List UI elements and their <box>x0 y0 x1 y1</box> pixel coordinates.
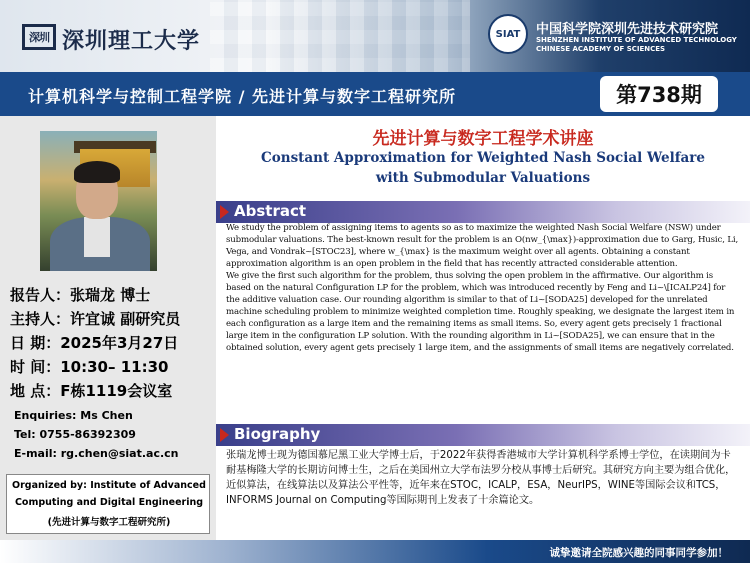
university-logo <box>22 24 56 50</box>
host-line: 主持人：许宜诚 副研究员 <box>10 310 181 328</box>
issue-badge <box>600 76 718 112</box>
siat-name-en-line2: CHINESE ACADEMY OF SCIENCES <box>536 45 666 53</box>
section-marker-icon <box>220 428 229 442</box>
university-logo-text: 深圳 <box>29 31 49 44</box>
speaker-line: 报告人：张瑞龙 博士 <box>10 286 151 304</box>
footer-invitation: 诚挚邀请全院感兴趣的同事同学参加！ <box>549 547 728 559</box>
organizer-line1: Organized by: Institute of Advanced <box>12 480 206 491</box>
talk-title-line1: Constant Approximation for Weighted Nash Social Welfare <box>261 150 705 166</box>
speaker-photo <box>40 131 157 271</box>
abstract-paragraph-1: We study the problem of assigning items to agents so as to maximize the weighted Nash Social Welfare (NSW) under submodular valuations. The best-known result for the problem is an O(nw_{\max})-approximation due to Garg, Husic, Li, Vega, and Vondrak~[STOC23], where w_{\max} is the maximum weight over all agents. Obtaining a constant approximation algorithm is an open problem in the field that has recently attracted considerable attention. <box>226 223 739 269</box>
talk-title-line2: with Submodular Valuations <box>375 170 591 186</box>
venue-line: 地 点：F栋1119会议室 <box>10 382 173 400</box>
date-line: 日 期：2025年3月27日 <box>10 334 179 352</box>
abstract-body <box>226 222 740 354</box>
abstract-header <box>216 201 750 223</box>
siat-name-en-line1: SHENZHEN INSTITUTE OF ADVANCED TECHNOLOGY <box>536 36 737 44</box>
time-line: 时 间：10:30– 11:30 <box>10 358 169 376</box>
siat-name-cn: 中国科学院深圳先进技术研究院 <box>536 22 719 37</box>
department-name: 计算机科学与控制工程学院 / 先进计算与数字工程研究所 <box>28 87 456 106</box>
issue-number: 第738期 <box>616 83 702 107</box>
siat-logo-text: SIAT <box>495 28 521 40</box>
header-decoration <box>210 0 470 72</box>
biography-header <box>216 424 750 446</box>
abstract-heading: Abstract <box>234 202 307 220</box>
organizer-box <box>6 474 210 534</box>
section-marker-icon <box>220 205 229 219</box>
biography-heading: Biography <box>234 425 321 443</box>
abstract-paragraph-2: We give the first such algorithm for the problem, thus solving the open problem in the affirmative. Our algorithm is based on the natural Configuration LP for the problem, which was introduced recently by Feng and Li~\[ICALP24] for the additive valuation case. Our rounding algorithm is similar to that of Li~[SODA25] developed for the unrelated machine scheduling problem to minimize weighted completion time. Roughly speaking, we designate the largest item in each configuration as a large item and the remaining items as small items. So, every agent gets precisely 1 fractional large item in the configuration LP solution. With the rounding algorithm in Li~[SODA25], we can ensure that in the obtained solution, every agent gets precisely 1 large item, and the assignments of small items are negatively correlated. <box>226 271 735 353</box>
organizer-line3: (先进计算与数字工程研究所) <box>47 517 171 528</box>
biography-body: 张瑞龙博士现为德国慕尼黑工业大学博士后，于2022年获得香港城市大学计算机科学系博士学位，在读期间为卡耐基梅隆大学的长期访问博士生，之后在美国州立大学布法罗分校从事博士后研究。其研究方向主要为组合优化，近似算法，在线算法以及算法公平性等，近年来在STOC，ICALP，ESA，NeurIPS，WINE等国际会议和TCS，INFORMS Journal on Computing等国际期刊上发表了十余篇论文。 <box>226 450 736 506</box>
university-name: 深圳理工大学 <box>62 29 201 54</box>
lecture-series-title: 先进计算与数字工程学术讲座 <box>372 129 594 149</box>
siat-logo <box>488 14 528 54</box>
email-line[interactable]: E-mail: rg.chen@siat.ac.cn <box>14 447 179 460</box>
organizer-line2: Computing and Digital Engineering <box>14 497 204 508</box>
tel-line: Tel: 0755-86392309 <box>14 428 136 441</box>
enquiries-line: Enquiries: Ms Chen <box>14 409 133 422</box>
